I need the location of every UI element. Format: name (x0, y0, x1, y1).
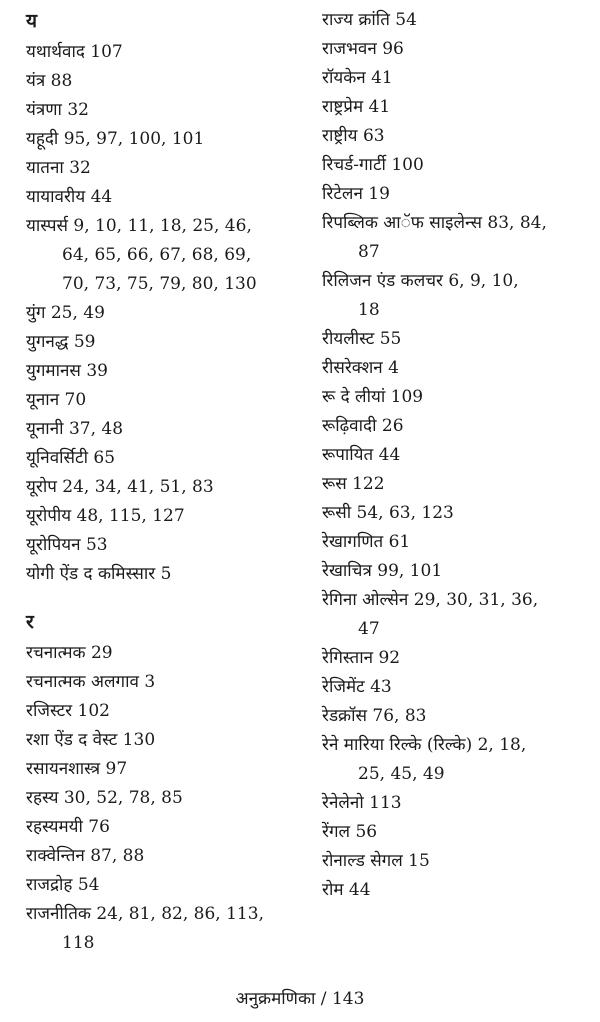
index-entry-text: युंग 25, 49 (26, 303, 105, 323)
index-entry-text: यायावरीय 44 (26, 187, 113, 207)
index-entry (322, 122, 594, 151)
index-entry-text: रूसी 54, 63, 123 (322, 503, 454, 523)
index-entry (322, 470, 594, 499)
index-entry-text: रेंगल 56 (322, 822, 378, 842)
index-entry-text: रीसरेक्शन 4 (322, 358, 399, 378)
index-entry-continuation: 25, 45, 49 (358, 764, 445, 784)
index-entry (322, 673, 594, 702)
index-entry-text: रूस 122 (322, 474, 385, 494)
index-entry-text: यास्पर्स 9, 10, 11, 18, 25, 46, (26, 216, 252, 236)
index-entry (26, 328, 306, 357)
index-entry (26, 473, 306, 502)
index-entry-text: रसायनशास्त्र 97 (26, 759, 128, 779)
index-entry-text: रूढ़िवादी 26 (322, 416, 404, 436)
index-entry-text: रहस्य 30, 52, 78, 85 (26, 788, 183, 808)
index-entry (322, 209, 594, 267)
index-entry-text: राजनीतिक 24, 81, 82, 86, 113, (26, 904, 264, 924)
index-entry (26, 125, 306, 154)
index-entry-text: रेडक्रॉस 76, 83 (322, 706, 427, 726)
index-entry (322, 789, 594, 818)
index-entry-text: रिचर्ड-गार्टी 100 (322, 155, 424, 175)
index-entry (322, 847, 594, 876)
index-entry (26, 96, 306, 125)
index-entry (322, 731, 594, 789)
left-column (26, 6, 306, 958)
index-entry-text: राजभवन 96 (322, 39, 404, 59)
index-entry (26, 755, 306, 784)
index-entry (26, 668, 306, 697)
index-entry (26, 183, 306, 212)
index-entry-text: रेने मारिया रिल्के (रिल्के) 2, 18, (322, 735, 527, 755)
index-entry-text: राष्ट्रप्रेम 41 (322, 97, 391, 117)
index-entry (26, 154, 306, 183)
index-entry (322, 93, 594, 122)
index-entry (322, 267, 594, 325)
section-heading-ra: र (26, 611, 34, 633)
index-entry (26, 813, 306, 842)
index-entry-text: यंत्रणा 32 (26, 100, 89, 120)
index-entry-text: रशा ऐंड द वेस्ट 130 (26, 730, 156, 750)
index-entry (322, 383, 594, 412)
index-entry (26, 38, 306, 67)
index-entry-text: रेगिस्तान 92 (322, 648, 401, 668)
index-entry (26, 531, 306, 560)
index-entry (322, 412, 594, 441)
index-entry (322, 354, 594, 383)
index-entry (26, 67, 306, 96)
index-entry (322, 818, 594, 847)
index-entry (322, 180, 594, 209)
index-entry-text: यातना 32 (26, 158, 91, 178)
index-entry-text: रेगिना ओल्सेन 29, 30, 31, 36, (322, 590, 539, 610)
index-entry-text: यंत्र 88 (26, 71, 73, 91)
index-entry-text: रचनात्मक अलगाव 3 (26, 672, 156, 692)
index-entry-text: रिपब्लिक आॅफ साइलेन्स 83, 84, (322, 213, 547, 233)
index-entry (26, 784, 306, 813)
index-entry (322, 557, 594, 586)
index-entry-text: रॉयकेन 41 (322, 68, 393, 88)
index-entry-text: यथार्थवाद 107 (26, 42, 123, 62)
index-entry-text: रू दे लीयां 109 (322, 387, 424, 407)
index-entry (322, 6, 594, 35)
index-entry-continuation: 70, 73, 75, 79, 80, 130 (62, 274, 257, 294)
index-entry-text: यूनानी 37, 48 (26, 419, 124, 439)
index-entry-continuation: 47 (358, 619, 380, 639)
index-entry-text: यूरोपियन 53 (26, 535, 108, 555)
index-entry (322, 35, 594, 64)
section-list-ra (26, 639, 306, 958)
index-entry (322, 325, 594, 354)
index-entry (322, 644, 594, 673)
section-list-ya (26, 38, 306, 589)
index-entry-text: यूरोपीय 48, 115, 127 (26, 506, 185, 526)
index-entry (322, 441, 594, 470)
index-entry-continuation: 118 (62, 933, 95, 953)
index-entry (26, 444, 306, 473)
index-entry-text: रचनात्मक 29 (26, 643, 113, 663)
index-entry-continuation: 87 (358, 242, 380, 262)
index-entry (26, 357, 306, 386)
index-entry-text: योगी ऐंड द कमिस्सार 5 (26, 564, 172, 584)
index-entry (322, 64, 594, 93)
index-entry (26, 726, 306, 755)
section-gap (26, 589, 306, 607)
index-entry (322, 151, 594, 180)
index-entry (26, 415, 306, 444)
index-entry-text: राष्ट्रीय 63 (322, 126, 385, 146)
index-entry (26, 299, 306, 328)
right-column (322, 6, 594, 905)
index-entry-text: यहूदी 95, 97, 100, 101 (26, 129, 205, 149)
index-entry-text: राक्वेन्तिन 87, 88 (26, 846, 145, 866)
index-entry-text: यूरोप 24, 34, 41, 51, 83 (26, 477, 214, 497)
index-entry (322, 876, 594, 905)
index-entry-text: रोम 44 (322, 880, 371, 900)
index-entry-continuation: 18 (358, 300, 380, 320)
index-entry (26, 386, 306, 415)
index-entry-text: रिटेलन 19 (322, 184, 390, 204)
index-entry-text: यूनान 70 (26, 390, 87, 410)
index-entry (322, 702, 594, 731)
index-entry-text: रीयलीस्ट 55 (322, 329, 402, 349)
index-entry-text: रेखाचित्र 99, 101 (322, 561, 443, 581)
index-entry-text: युगनद्ध 59 (26, 332, 96, 352)
index-entry (322, 586, 594, 644)
index-entry (26, 639, 306, 668)
index-entry-text: युगमानस 39 (26, 361, 108, 381)
index-entry (26, 842, 306, 871)
section-list-right (322, 6, 594, 905)
index-entry (322, 499, 594, 528)
index-entry (26, 697, 306, 726)
page-footer: अनुक्रमणिका / 143 (235, 989, 365, 1009)
index-entry-text: रूपायित 44 (322, 445, 401, 465)
index-entry-text: राज्य क्रांति 54 (322, 10, 417, 30)
index-entry (26, 502, 306, 531)
index-entry-text: रिलिजन एंड कलचर 6, 9, 10, (322, 271, 519, 291)
index-entry (26, 212, 306, 299)
index-entry (26, 900, 306, 958)
index-entry-text: रेखागणित 61 (322, 532, 411, 552)
index-entry-text: रोनाल्ड सेगल 15 (322, 851, 430, 871)
index-entry-text: रेनेलेनो 113 (322, 793, 402, 813)
index-entry (26, 560, 306, 589)
index-entry (26, 871, 306, 900)
section-heading-ya: य (26, 10, 38, 32)
index-entry-text: रेजिमेंट 43 (322, 677, 392, 697)
index-entry-text: यूनिवर्सिटी 65 (26, 448, 116, 468)
index-entry-continuation: 64, 65, 66, 67, 68, 69, (62, 245, 252, 265)
index-entry (322, 528, 594, 557)
index-entry-text: रहस्यमयी 76 (26, 817, 110, 837)
index-entry-text: रजिस्टर 102 (26, 701, 110, 721)
index-entry-text: राजद्रोह 54 (26, 875, 100, 895)
